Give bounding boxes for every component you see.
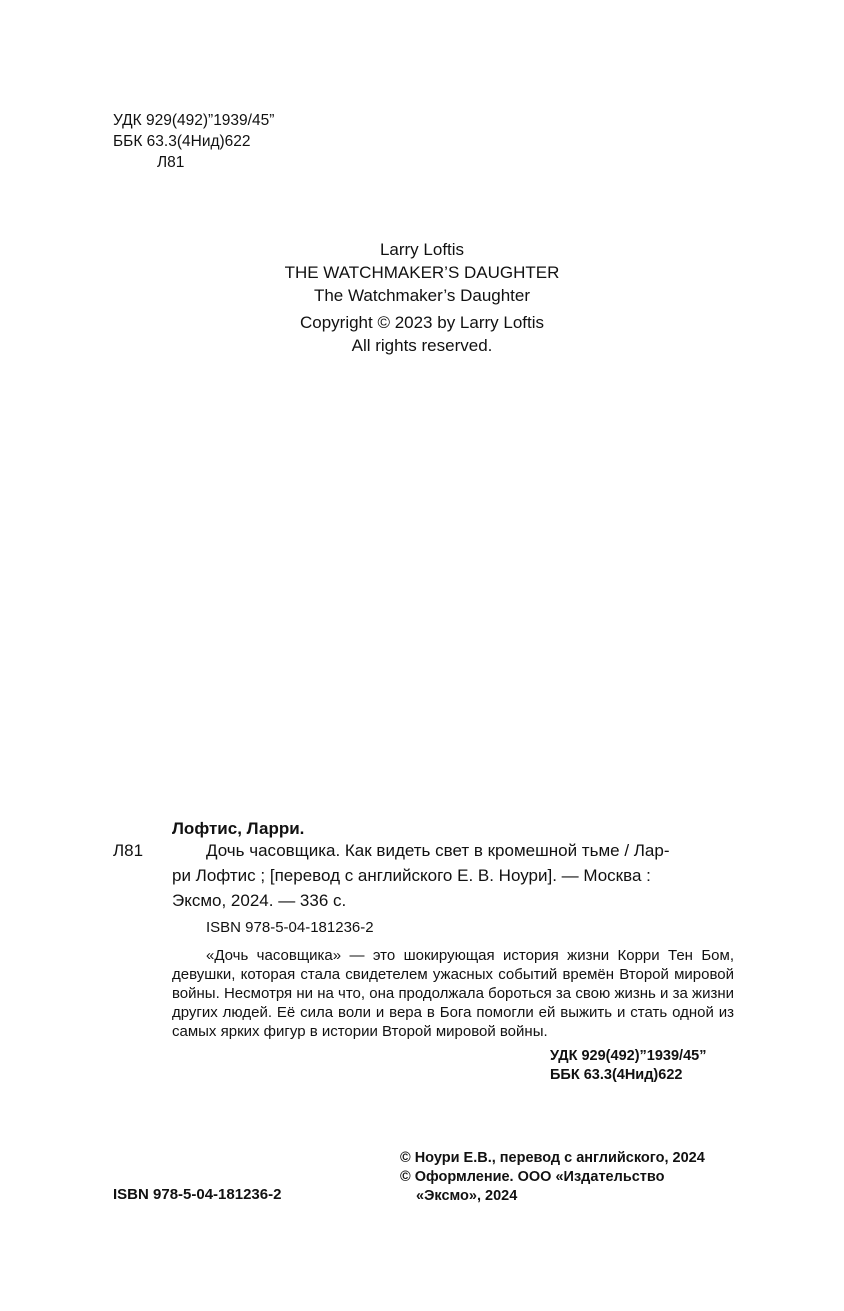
original-author: Larry Loftis (379, 240, 465, 259)
footer-copyrights (400, 1149, 705, 1206)
original-title: The Watchmaker’s Daughter (313, 286, 531, 305)
record-bbk-code: ББК 63.3(4Нид)622 (550, 1067, 683, 1083)
top-udk-code: УДК 929(492)”1939/45” (113, 112, 275, 129)
record-author-heading: Лофтис, Ларри. (172, 819, 305, 838)
record-description-line3: Эксмо, 2024. — 336 с. (172, 891, 347, 910)
translation-copyright: © Ноури Е.В., перевод с английского, 2024 (400, 1150, 705, 1166)
footer-isbn: ISBN 978-5-04-181236-2 (113, 1186, 282, 1203)
rights-reserved: All rights reserved. (351, 336, 493, 355)
original-rights-block (0, 238, 844, 357)
record-classification-codes (550, 1047, 706, 1085)
record-description (172, 838, 734, 913)
record-author-mark: Л81 (113, 841, 144, 860)
record-isbn: ISBN 978-5-04-181236-2 (206, 919, 374, 936)
record-description-line2: ри Лофтис ; [перевод с английского Е. В. Ноури]. — Москва : (172, 866, 651, 885)
top-classification-codes (113, 110, 274, 173)
record-description-line1: Дочь часовщика. Как видеть свет в кромешной тьме / Лар- (206, 841, 670, 860)
record-annotation: «Дочь часовщика» — это шокирующая история жизни Корри Тен Бом, девушки, которая стала свидетелем ужасных событий времён Второй мировой войны. Несмотря ни на что, она продолжала бороться за свою жизнь и за жизни других людей. Её сила воли и вера в Бога помогли ей выжить и стать одной из самых ярких фигур в истории Второй мировой войны. (172, 947, 734, 1040)
design-copyright-line1: © Оформление. ООО «Издательство (400, 1169, 665, 1185)
record-udk-code: УДК 929(492)”1939/45” (550, 1048, 707, 1064)
design-copyright-line2: «Эксмо», 2024 (416, 1188, 518, 1204)
record-annotation-block (172, 946, 734, 1041)
top-author-mark: Л81 (157, 154, 185, 171)
top-bbk-code: ББК 63.3(4Нид)622 (113, 133, 251, 150)
original-title-caps: THE WATCHMAKER’S DAUGHTER (284, 263, 560, 282)
original-copyright: Copyright © 2023 by Larry Loftis (299, 313, 545, 332)
